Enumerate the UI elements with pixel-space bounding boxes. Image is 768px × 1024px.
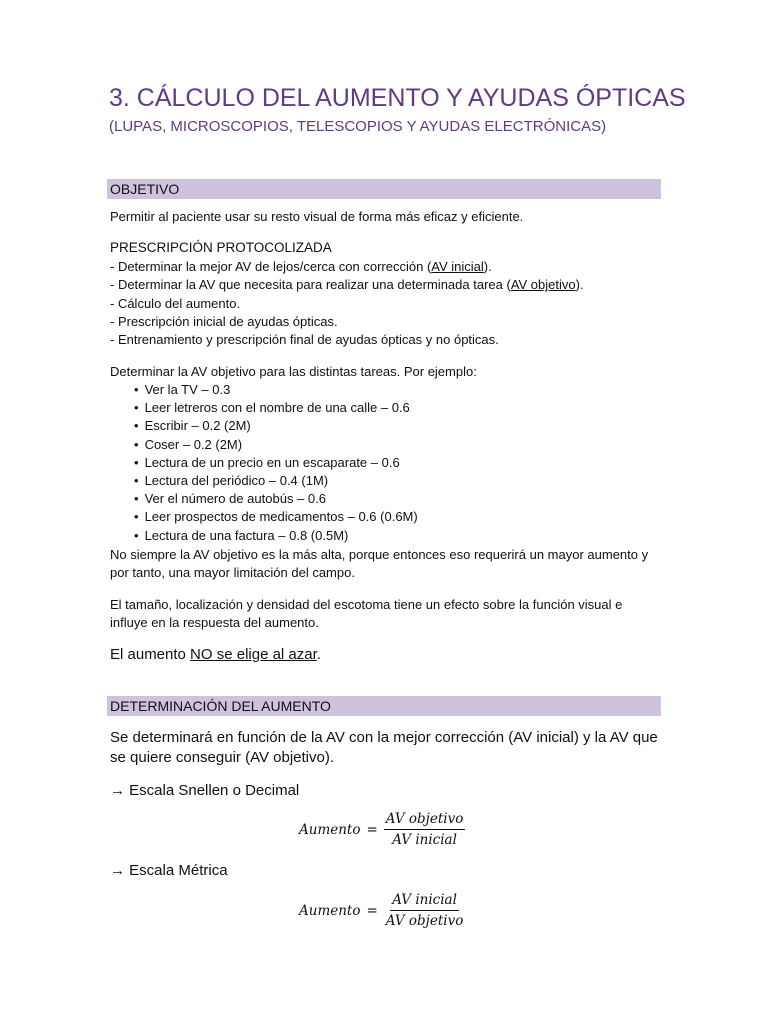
escotoma-text: El tamaño, localización y densidad del escotoma tiene un efecto sobre la función visual e influye en la respuesta del aumento.: [110, 597, 623, 631]
prescripcion-heading: PRESCRIPCIÓN PROTOCOLIZADA: [110, 240, 332, 255]
fraction-denominator: AV inicial: [392, 832, 457, 848]
metrica-label: → Escala Métrica: [110, 862, 228, 879]
tareas-list: [134, 381, 418, 545]
equals-sign: =: [366, 902, 378, 919]
formula-lhs: Aumento: [299, 902, 361, 919]
fraction: [384, 811, 466, 848]
list-item: • Lectura de un precio en un escaparate – 0.6: [134, 454, 418, 472]
section-header-determinacion: DETERMINACIÓN DEL AUMENTO: [107, 696, 661, 716]
list-item: • Coser – 0.2 (2M): [134, 436, 418, 454]
azar-underlined: NO se elige al azar: [190, 646, 317, 663]
objetivo-text: Permitir al paciente usar su resto visual de forma más eficaz y eficiente.: [110, 209, 524, 224]
tareas-note: No siempre la AV objetivo es la más alta, porque entonces eso requerirá un mayor aumento y por tanto, una mayor limitación del campo.: [110, 547, 649, 581]
page-subtitle: (LUPAS, MICROSCOPIOS, TELESCOPIOS Y AYUDAS ELECTRÓNICAS): [109, 118, 607, 135]
prescripcion-item: - Determinar la AV que necesita para realizar una determinada tarea (AV objetivo).: [110, 277, 584, 292]
page-title: 3. CÁLCULO DEL AUMENTO Y AYUDAS ÓPTICAS: [109, 84, 686, 112]
formula-snellen: [299, 811, 465, 848]
list-item: • Escribir – 0.2 (2M): [134, 417, 418, 435]
fraction-denominator: AV objetivo: [385, 913, 464, 929]
azar-text: El aumento NO se elige al azar.: [110, 646, 321, 663]
prescripcion-item: - Entrenamiento y prescripción final de ayudas ópticas y no ópticas.: [110, 332, 499, 347]
av-objetivo-link: AV objetivo: [510, 277, 576, 292]
formula-metrica: [299, 892, 465, 929]
determinacion-text: Se determinará en función de la AV con la mejor corrección (AV inicial) y la AV que se quiere conseguir (AV objetivo).: [110, 729, 658, 766]
equals-sign: =: [366, 821, 378, 838]
formula-lhs: Aumento: [299, 821, 361, 838]
snellen-label: → Escala Snellen o Decimal: [110, 782, 300, 799]
section-header-objetivo: OBJETIVO: [107, 179, 661, 199]
prescripcion-item: - Determinar la mejor AV de lejos/cerca con corrección (AV inicial).: [110, 259, 492, 274]
list-item: • Ver el número de autobús – 0.6: [134, 490, 418, 508]
av-inicial-link: AV inicial: [431, 259, 484, 274]
list-item: • Lectura de una factura – 0.8 (0.5M): [134, 527, 418, 545]
fraction: [384, 892, 466, 929]
tareas-intro: Determinar la AV objetivo para las distintas tareas. Por ejemplo:: [110, 364, 477, 379]
list-item: • Lectura del periódico – 0.4 (1M): [134, 472, 418, 490]
list-item: • Ver la TV – 0.3: [134, 381, 418, 399]
fraction-numerator: AV objetivo: [384, 811, 466, 830]
prescripcion-item: - Prescripción inicial de ayudas ópticas.: [110, 314, 338, 329]
list-item: • Leer letreros con el nombre de una calle – 0.6: [134, 399, 418, 417]
list-item: • Leer prospectos de medicamentos – 0.6 (0.6M): [134, 508, 418, 526]
prescripcion-item: - Cálculo del aumento.: [110, 296, 241, 311]
fraction-numerator: AV inicial: [390, 892, 459, 911]
